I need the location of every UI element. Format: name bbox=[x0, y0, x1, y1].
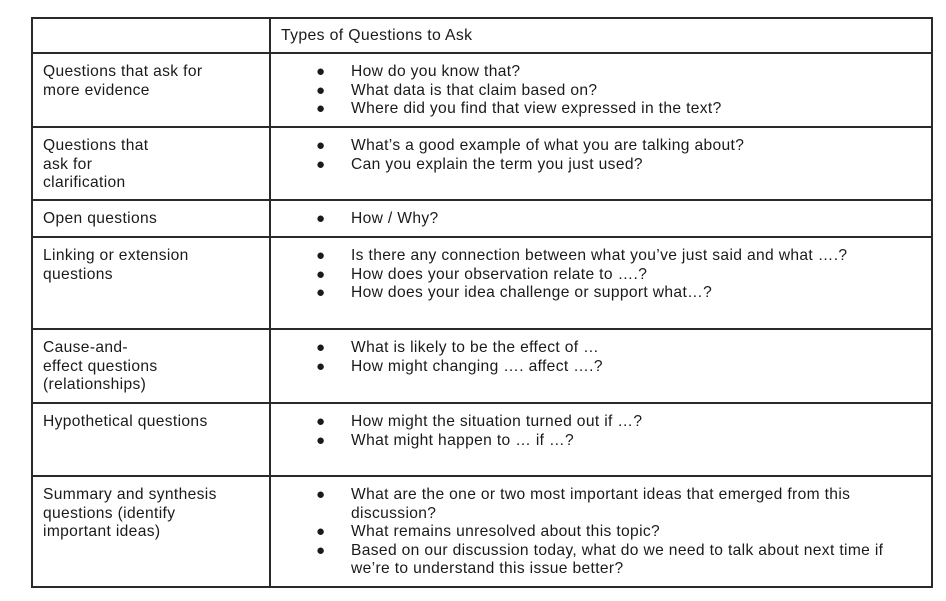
header-corner-cell bbox=[32, 18, 270, 53]
list-item bbox=[271, 432, 931, 451]
list-item bbox=[271, 523, 931, 542]
question-text: How might the situation turned out if …? bbox=[351, 413, 643, 430]
question-text: What data is that claim based on? bbox=[351, 81, 598, 99]
question-text: How do you know that? bbox=[351, 63, 521, 80]
questions-cell bbox=[270, 403, 932, 476]
category-cell bbox=[32, 127, 270, 200]
question-types-table bbox=[31, 17, 933, 588]
questions-cell bbox=[270, 200, 932, 237]
table-row bbox=[32, 329, 932, 403]
question-list bbox=[271, 210, 931, 229]
list-item bbox=[271, 82, 931, 101]
question-list bbox=[271, 63, 931, 119]
question-text: Where did you find that view expressed in the text? bbox=[351, 100, 722, 118]
questions-cell bbox=[270, 237, 932, 329]
question-list bbox=[271, 486, 931, 579]
list-item bbox=[271, 100, 931, 119]
question-text: Based on our discussion today, what do we need to talk about next time if we’re to understand this issue better? bbox=[351, 541, 884, 578]
bullet-icon: ● bbox=[316, 265, 326, 283]
bullet-icon: ● bbox=[316, 210, 326, 227]
questions-cell bbox=[270, 329, 932, 403]
list-item bbox=[271, 486, 931, 523]
list-item bbox=[271, 339, 931, 358]
category-label-line: Hypothetical questions bbox=[43, 413, 208, 430]
bullet-icon: ● bbox=[316, 339, 326, 356]
question-text: What are the one or two most important ideas that emerged from this discussion? bbox=[351, 486, 851, 522]
question-text: How does your idea challenge or support what…? bbox=[351, 284, 713, 302]
category-label-line: Linking or extension bbox=[43, 247, 189, 264]
list-item bbox=[271, 358, 931, 377]
question-text: What might happen to … if …? bbox=[351, 431, 575, 449]
bullet-icon: ● bbox=[316, 486, 326, 503]
question-list bbox=[271, 137, 931, 174]
category-cell bbox=[32, 329, 270, 403]
category-label-line: important ideas) bbox=[43, 523, 161, 541]
bullet-icon: ● bbox=[316, 137, 326, 154]
header-title: Types of Questions to Ask bbox=[270, 18, 932, 53]
question-text: How does your observation relate to ….? bbox=[351, 265, 648, 283]
question-list bbox=[271, 413, 931, 450]
questions-cell bbox=[270, 53, 932, 127]
category-label-line: (relationships) bbox=[43, 376, 147, 394]
category-cell bbox=[32, 476, 270, 587]
category-cell bbox=[32, 53, 270, 127]
category-label-line: Questions that bbox=[43, 137, 149, 154]
question-text: What remains unresolved about this topic? bbox=[351, 523, 661, 541]
table-row bbox=[32, 200, 932, 237]
bullet-icon: ● bbox=[316, 155, 326, 173]
list-item bbox=[271, 542, 931, 579]
category-label-line: Summary and synthesis bbox=[43, 486, 217, 503]
bullet-icon: ● bbox=[316, 431, 326, 449]
question-text: Is there any connection between what you’ve just said and what ….? bbox=[351, 247, 848, 264]
category-label-line: Questions that ask for bbox=[43, 63, 203, 80]
category-label-line: Cause-and- bbox=[43, 339, 128, 356]
table-row bbox=[32, 403, 932, 476]
question-text: How / Why? bbox=[351, 210, 439, 227]
bullet-icon: ● bbox=[316, 81, 326, 99]
questions-cell bbox=[270, 127, 932, 200]
list-item bbox=[271, 63, 931, 82]
category-label-line: Open questions bbox=[43, 210, 158, 227]
table-header-row bbox=[32, 18, 932, 53]
category-cell bbox=[32, 237, 270, 329]
list-item bbox=[271, 284, 931, 303]
bullet-icon: ● bbox=[316, 247, 326, 264]
list-item bbox=[271, 210, 931, 229]
bullet-icon: ● bbox=[316, 63, 326, 80]
list-item bbox=[271, 137, 931, 156]
category-cell bbox=[32, 200, 270, 237]
questions-cell bbox=[270, 476, 932, 587]
bullet-icon: ● bbox=[316, 284, 326, 302]
category-label-line: questions (identify bbox=[43, 504, 176, 522]
category-cell bbox=[32, 403, 270, 476]
table-row bbox=[32, 476, 932, 587]
bullet-icon: ● bbox=[316, 100, 326, 118]
table-row bbox=[32, 237, 932, 329]
question-text: What is likely to be the effect of … bbox=[351, 339, 600, 356]
bullet-icon: ● bbox=[316, 413, 326, 430]
list-item bbox=[271, 413, 931, 432]
category-label-line: ask for bbox=[43, 155, 93, 173]
category-label-line: questions bbox=[43, 265, 113, 283]
bullet-icon: ● bbox=[316, 523, 326, 541]
question-text: Can you explain the term you just used? bbox=[351, 155, 643, 173]
question-list bbox=[271, 247, 931, 303]
table-row bbox=[32, 53, 932, 127]
list-item bbox=[271, 156, 931, 175]
bullet-icon: ● bbox=[316, 357, 326, 375]
category-label-line: clarification bbox=[43, 174, 126, 192]
bullet-icon: ● bbox=[316, 541, 326, 559]
question-list bbox=[271, 339, 931, 376]
question-text: What’s a good example of what you are talking about? bbox=[351, 137, 745, 154]
list-item bbox=[271, 247, 931, 266]
question-text: How might changing …. affect ….? bbox=[351, 357, 603, 375]
list-item bbox=[271, 266, 931, 285]
category-label-line: effect questions bbox=[43, 357, 158, 375]
table-row bbox=[32, 127, 932, 200]
category-label-line: more evidence bbox=[43, 81, 150, 99]
